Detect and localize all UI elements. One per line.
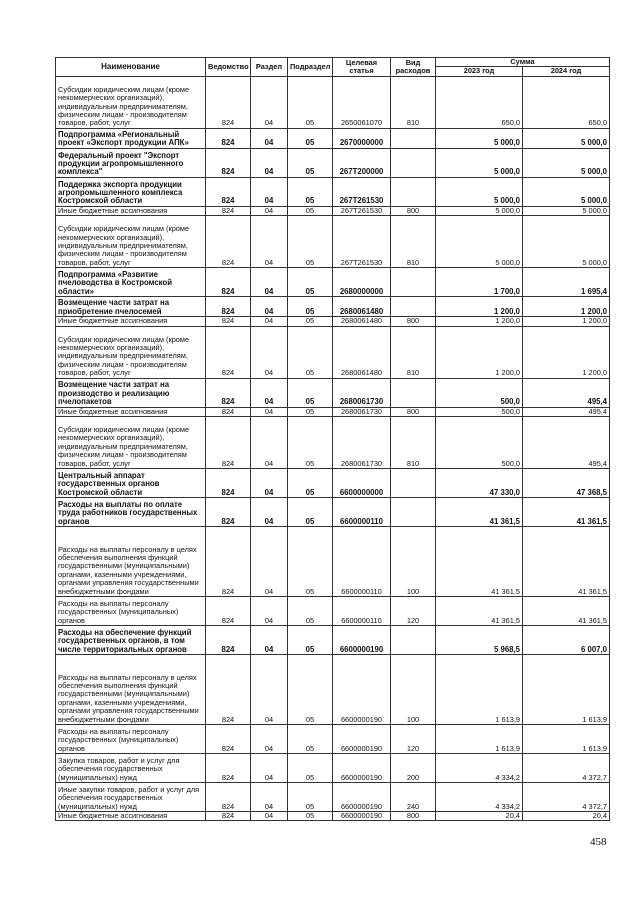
row-exp-type: 800	[391, 812, 436, 821]
row-section: 04	[251, 326, 288, 378]
row-exp-type	[391, 177, 436, 206]
row-subsection: 05	[288, 128, 333, 148]
row-sum-2024: 1 613,9	[523, 655, 610, 725]
row-subsection: 05	[288, 268, 333, 297]
row-target: 2680061480	[333, 326, 391, 378]
row-section: 04	[251, 206, 288, 215]
row-target: 267T200000	[333, 148, 391, 177]
row-sum-2023: 4 334,2	[436, 783, 523, 812]
row-exp-type: 200	[391, 754, 436, 783]
row-target: 6600000190	[333, 812, 391, 821]
row-name: Федеральный проект "Экспорт продукции агропромышленного комплекса"	[56, 148, 206, 177]
row-sum-2024: 1 200,0	[523, 297, 610, 317]
row-dept: 824	[206, 783, 251, 812]
table-row	[56, 326, 610, 378]
row-name: Подпрограмма «Развитие пчеловодства в Костромской области»	[56, 268, 206, 297]
row-target: 2680061480	[333, 297, 391, 317]
row-sum-2024: 41 361,5	[523, 498, 610, 527]
row-subsection: 05	[288, 812, 333, 821]
row-sum-2024: 1 695,4	[523, 268, 610, 297]
row-section: 04	[251, 725, 288, 754]
row-target: 2680061730	[333, 417, 391, 469]
table-row	[56, 498, 610, 527]
row-name: Возмещение части затрат на приобретение пчелосемей	[56, 297, 206, 317]
row-sum-2024: 20,4	[523, 812, 610, 821]
row-target: 6600000190	[333, 725, 391, 754]
table-row	[56, 754, 610, 783]
row-section: 04	[251, 498, 288, 527]
row-sum-2024: 1 613,9	[523, 725, 610, 754]
table-row	[56, 128, 610, 148]
row-dept: 824	[206, 812, 251, 821]
row-section: 04	[251, 626, 288, 655]
row-target: 2680061730	[333, 407, 391, 416]
row-exp-type: 810	[391, 76, 436, 128]
row-sum-2023: 1 613,9	[436, 725, 523, 754]
row-sum-2023: 41 361,5	[436, 597, 523, 626]
row-sum-2024: 5 000,0	[523, 128, 610, 148]
row-sum-2023: 1 700,0	[436, 268, 523, 297]
row-subsection: 05	[288, 597, 333, 626]
table-row	[56, 76, 610, 128]
row-subsection: 05	[288, 378, 333, 407]
row-exp-type	[391, 148, 436, 177]
header-target: Целевая статья	[333, 58, 391, 77]
row-dept: 824	[206, 597, 251, 626]
row-sum-2023: 5 000,0	[436, 148, 523, 177]
row-sum-2023: 47 330,0	[436, 469, 523, 498]
row-dept: 824	[206, 177, 251, 206]
row-dept: 824	[206, 148, 251, 177]
row-section: 04	[251, 407, 288, 416]
row-dept: 824	[206, 527, 251, 597]
row-name: Иные бюджетные ассигнования	[56, 317, 206, 326]
row-name: Поддержка экспорта продукции агропромышленного комплекса Костромской области	[56, 177, 206, 206]
row-subsection: 05	[288, 317, 333, 326]
row-target: 267T261530	[333, 206, 391, 215]
row-sum-2024: 4 372,7	[523, 783, 610, 812]
row-dept: 824	[206, 206, 251, 215]
table-row	[56, 216, 610, 268]
row-sum-2023: 5 000,0	[436, 177, 523, 206]
row-dept: 824	[206, 725, 251, 754]
table-row	[56, 317, 610, 326]
row-section: 04	[251, 417, 288, 469]
row-target: 6600000190	[333, 655, 391, 725]
row-name: Субсидии юридическим лицам (кроме некоммерческих организаций), индивидуальным предпринимателям, физическим лицам - производителям товаров, работ, услуг	[56, 216, 206, 268]
row-sum-2023: 5 000,0	[436, 206, 523, 215]
header-dept: Ведомство	[206, 58, 251, 77]
row-name: Расходы на выплаты персоналу в целях обеспечения выполнения функций государственными (муниципальными) органами, казенными учреждениями, органами управления государственными внебюджетными фондами	[56, 655, 206, 725]
row-subsection: 05	[288, 655, 333, 725]
row-exp-type: 810	[391, 216, 436, 268]
row-section: 04	[251, 783, 288, 812]
row-sum-2024: 5 000,0	[523, 216, 610, 268]
row-section: 04	[251, 527, 288, 597]
row-name: Иные бюджетные ассигнования	[56, 812, 206, 821]
row-section: 04	[251, 148, 288, 177]
row-subsection: 05	[288, 148, 333, 177]
table-header	[56, 58, 610, 77]
row-name: Возмещение части затрат на производство и реализацию пчелопакетов	[56, 378, 206, 407]
row-sum-2024: 5 000,0	[523, 177, 610, 206]
row-sum-2023: 1 613,9	[436, 655, 523, 725]
row-sum-2023: 1 200,0	[436, 326, 523, 378]
row-name: Расходы на выплаты по оплате труда работников государственных органов	[56, 498, 206, 527]
row-dept: 824	[206, 268, 251, 297]
table-row	[56, 725, 610, 754]
budget-table	[55, 57, 610, 821]
row-section: 04	[251, 128, 288, 148]
row-exp-type: 810	[391, 417, 436, 469]
row-sum-2023: 41 361,5	[436, 498, 523, 527]
row-sum-2024: 1 200,0	[523, 317, 610, 326]
row-name: Субсидии юридическим лицам (кроме некоммерческих организаций), индивидуальным предпринимателям, физическим лицам - производителям товаров, работ, услуг	[56, 417, 206, 469]
row-exp-type: 800	[391, 206, 436, 215]
row-target: 6600000190	[333, 626, 391, 655]
row-subsection: 05	[288, 297, 333, 317]
row-name: Закупка товаров, работ и услуг для обеспечения государственных (муниципальных) нужд	[56, 754, 206, 783]
row-section: 04	[251, 812, 288, 821]
row-exp-type: 810	[391, 326, 436, 378]
table-row	[56, 297, 610, 317]
row-exp-type: 120	[391, 725, 436, 754]
row-target: 6600000190	[333, 783, 391, 812]
row-dept: 824	[206, 76, 251, 128]
row-section: 04	[251, 268, 288, 297]
table-row	[56, 469, 610, 498]
table-row	[56, 206, 610, 215]
row-exp-type	[391, 378, 436, 407]
row-section: 04	[251, 754, 288, 783]
table-row	[56, 597, 610, 626]
row-name: Подпрограмма «Региональный проект «Экспорт продукции АПК»	[56, 128, 206, 148]
row-target: 2680000000	[333, 268, 391, 297]
row-name: Центральный аппарат государственных органов Костромской области	[56, 469, 206, 498]
row-dept: 824	[206, 469, 251, 498]
row-subsection: 05	[288, 498, 333, 527]
row-exp-type	[391, 498, 436, 527]
row-section: 04	[251, 177, 288, 206]
row-name: Расходы на выплаты персоналу в целях обеспечения выполнения функций государственными (муниципальными) органами, казенными учреждениями, органами управления государственными внебюджетными фондами	[56, 527, 206, 597]
row-section: 04	[251, 378, 288, 407]
row-sum-2024: 4 372,7	[523, 754, 610, 783]
row-sum-2024: 495,4	[523, 417, 610, 469]
row-dept: 824	[206, 754, 251, 783]
row-name: Субсидии юридическим лицам (кроме некоммерческих организаций), индивидуальным предпринимателям, физическим лицам - производителям товаров, работ, услуг	[56, 76, 206, 128]
table-row	[56, 268, 610, 297]
row-exp-type	[391, 469, 436, 498]
row-target: 6600000110	[333, 597, 391, 626]
table-row	[56, 812, 610, 821]
row-subsection: 05	[288, 527, 333, 597]
row-subsection: 05	[288, 177, 333, 206]
header-section: Раздел	[251, 58, 288, 77]
row-sum-2024: 650,0	[523, 76, 610, 128]
row-exp-type: 240	[391, 783, 436, 812]
row-name: Иные бюджетные ассигнования	[56, 206, 206, 215]
row-subsection: 05	[288, 754, 333, 783]
row-subsection: 05	[288, 76, 333, 128]
table-row	[56, 626, 610, 655]
row-exp-type	[391, 268, 436, 297]
row-sum-2023: 1 200,0	[436, 297, 523, 317]
row-subsection: 05	[288, 407, 333, 416]
row-section: 04	[251, 317, 288, 326]
row-exp-type: 800	[391, 317, 436, 326]
row-dept: 824	[206, 498, 251, 527]
row-sum-2024: 495,4	[523, 378, 610, 407]
row-sum-2024: 495,4	[523, 407, 610, 416]
row-subsection: 05	[288, 626, 333, 655]
row-name: Расходы на выплаты персоналу государственных (муниципальных) органов	[56, 597, 206, 626]
row-section: 04	[251, 655, 288, 725]
row-target: 2680061480	[333, 317, 391, 326]
table-row	[56, 783, 610, 812]
table-row	[56, 655, 610, 725]
row-exp-type: 100	[391, 655, 436, 725]
row-sum-2023: 41 361,5	[436, 527, 523, 597]
table-row	[56, 417, 610, 469]
row-exp-type: 800	[391, 407, 436, 416]
row-name: Иные бюджетные ассигнования	[56, 407, 206, 416]
budget-sheet	[55, 57, 610, 821]
table-row	[56, 177, 610, 206]
row-exp-type	[391, 128, 436, 148]
row-target: 2650061070	[333, 76, 391, 128]
row-sum-2024: 1 200,0	[523, 326, 610, 378]
row-name: Иные закупки товаров, работ и услуг для обеспечения государственных (муниципальных) нужд	[56, 783, 206, 812]
row-target: 2670000000	[333, 128, 391, 148]
row-sum-2024: 41 361,5	[523, 527, 610, 597]
row-subsection: 05	[288, 417, 333, 469]
page-number: 458	[590, 836, 607, 848]
row-target: 267T261530	[333, 216, 391, 268]
row-sum-2024: 47 368,5	[523, 469, 610, 498]
row-sum-2024: 41 361,5	[523, 597, 610, 626]
table-body	[56, 76, 610, 821]
header-name: Наименование	[56, 58, 206, 77]
header-sum: Сумма	[436, 58, 610, 67]
row-dept: 824	[206, 326, 251, 378]
row-target: 2680061730	[333, 378, 391, 407]
row-section: 04	[251, 469, 288, 498]
row-sum-2023: 500,0	[436, 417, 523, 469]
row-sum-2023: 20,4	[436, 812, 523, 821]
row-sum-2023: 5 000,0	[436, 216, 523, 268]
table-row	[56, 148, 610, 177]
row-sum-2023: 1 200,0	[436, 317, 523, 326]
row-section: 04	[251, 76, 288, 128]
row-subsection: 05	[288, 326, 333, 378]
header-year-2023: 2023 год	[436, 67, 523, 76]
row-section: 04	[251, 216, 288, 268]
row-exp-type	[391, 626, 436, 655]
row-dept: 824	[206, 216, 251, 268]
row-dept: 824	[206, 417, 251, 469]
row-sum-2023: 5 000,0	[436, 128, 523, 148]
row-sum-2024: 5 000,0	[523, 206, 610, 215]
row-sum-2023: 500,0	[436, 407, 523, 416]
row-dept: 824	[206, 626, 251, 655]
row-sum-2023: 5 968,5	[436, 626, 523, 655]
row-subsection: 05	[288, 469, 333, 498]
row-target: 6600000110	[333, 527, 391, 597]
row-sum-2023: 500,0	[436, 378, 523, 407]
row-exp-type: 120	[391, 597, 436, 626]
header-subsection: Подраздел	[288, 58, 333, 77]
row-dept: 824	[206, 378, 251, 407]
row-name: Расходы на обеспечение функций государственных органов, в том числе территориальных органов	[56, 626, 206, 655]
row-target: 6600000190	[333, 754, 391, 783]
row-sum-2023: 4 334,2	[436, 754, 523, 783]
row-subsection: 05	[288, 783, 333, 812]
row-dept: 824	[206, 317, 251, 326]
row-section: 04	[251, 597, 288, 626]
row-dept: 824	[206, 128, 251, 148]
header-exp-type: Вид расходов	[391, 58, 436, 77]
row-section: 04	[251, 297, 288, 317]
row-name: Расходы на выплаты персоналу государственных (муниципальных) органов	[56, 725, 206, 754]
row-target: 267T261530	[333, 177, 391, 206]
row-subsection: 05	[288, 206, 333, 215]
row-subsection: 05	[288, 725, 333, 754]
row-exp-type	[391, 297, 436, 317]
table-row	[56, 407, 610, 416]
header-year-2024: 2024 год	[523, 67, 610, 76]
row-dept: 824	[206, 407, 251, 416]
row-dept: 824	[206, 297, 251, 317]
row-sum-2024: 5 000,0	[523, 148, 610, 177]
row-sum-2023: 650,0	[436, 76, 523, 128]
row-subsection: 05	[288, 216, 333, 268]
row-name: Субсидии юридическим лицам (кроме некоммерческих организаций), индивидуальным предпринимателям, физическим лицам - производителям товаров, работ, услуг	[56, 326, 206, 378]
row-dept: 824	[206, 655, 251, 725]
row-exp-type: 100	[391, 527, 436, 597]
row-sum-2024: 6 007,0	[523, 626, 610, 655]
table-row	[56, 378, 610, 407]
table-row	[56, 527, 610, 597]
row-target: 6600000000	[333, 469, 391, 498]
row-target: 6600000110	[333, 498, 391, 527]
